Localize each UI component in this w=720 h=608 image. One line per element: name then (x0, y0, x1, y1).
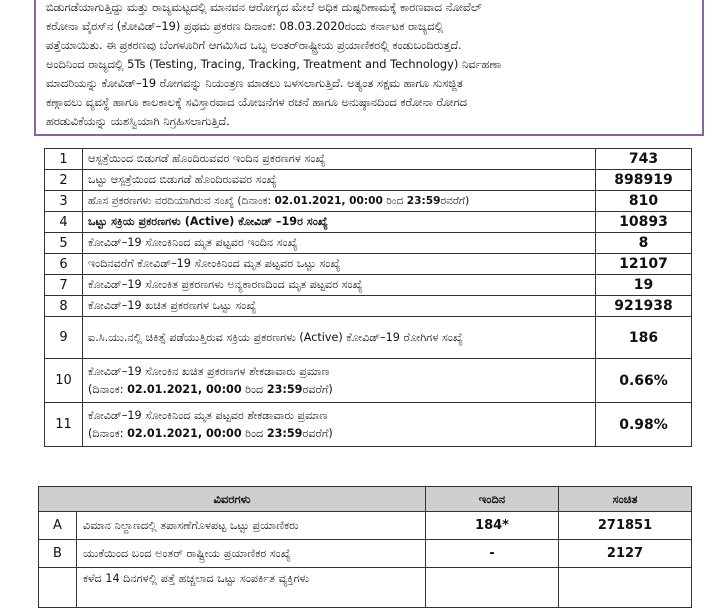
date-range-line (88, 381, 590, 399)
row-description (83, 191, 596, 212)
row-description: ಆಸ್ಪತ್ರೆಯಿಂದ ಬಿಡುಗಡೆ ಹೊಂದಿರುವವರ ಇಂದಿನ ಪ್ರಕರಣಗಳ ಸಂಖ್ಯೆ (83, 149, 596, 170)
row-number: 3 (45, 191, 83, 212)
row-description: ಕೋವಿಡ್–19 ಸೋಂಕಿತ ಪ್ರಕರಣಗಳು ಅನ್ಯಕಾರಣದಿಂದ ಮೃತ ಪಟ್ಟವರ ಸಂಖ್ಯೆ (83, 275, 596, 296)
desc-text: ಕೋವಿಡ್–19 ಸೋಂಕಿನಿಂದ ಮೃತ ಪಟ್ಟವರ ಶೇಕಡಾವಾರು ಪ್ರಮಾಣ (88, 408, 328, 422)
row-value: 898919 (596, 170, 692, 191)
row-value: 12107 (596, 254, 692, 275)
travel-table (38, 486, 692, 608)
date-range: 02.01.2021, 00:00 (274, 195, 383, 207)
row-description: ಯುಕೆಯಿಂದ ಬಂದ ಅಂತರ್ ರಾಷ್ಟ್ರೀಯ ಪ್ರಯಾಣಿಕರ ಸಂಖ್ಯೆ (77, 540, 426, 568)
row-description: ಕೋವಿಡ್–19 ಸೋಂಕಿನಿಂದ ಮೃತ ಪಟ್ಟವರ ಇಂದಿನ ಸಂಖ್ಯೆ (83, 233, 596, 254)
intro-line: ಮಾದರಿಯನ್ನು ಕೋವಿಡ್–19 ರೋಗವನ್ನು ನಿಯಂತ್ರಣ ಮಾಡಲು ಬಳಸಲಾಗುತ್ತಿದೆ. ಅತ್ಯಂತ ಸಕ್ಷಮ ಹಾಗೂ ಸುಸಜ್ಜಿತ (46, 76, 463, 90)
table-row (45, 170, 692, 191)
row-number: 11 (45, 403, 83, 447)
row-value: 921938 (596, 296, 692, 317)
row-number: 10 (45, 359, 83, 403)
intro-line: ಬಿಡುಗಡೆಯಾಗುತ್ತಿದ್ದು ಮತ್ತು ರಾಜ್ಯಮಟ್ಟದಲ್ಲಿ ಮಾನವನ ಆರೋಗ್ಯದ ಮೇಲೆ ಅಧಿಕ ದುಷ್ಪರಿಣಾಮಕ್ಕೆ ಕಾರಣವಾದ ನೋವೆಲ್ (46, 0, 482, 14)
desc-text: ರವರೆಗೆ) (302, 426, 333, 440)
table-row (39, 568, 692, 608)
table-row (45, 254, 692, 275)
row-value: 810 (596, 191, 692, 212)
desc-text: ಕೋವಿಡ್–19 ಸೋಂಕಿನ ಖಚಿತ ಪ್ರಕರಣಗಳ ಶೇಕಡಾವಾರು ಪ್ರಮಾಣ (88, 364, 330, 378)
row-description: ಕಳೆದ 14 ದಿನಗಳಲ್ಲಿ ಪತ್ತೆ ಹಚ್ಚಲಾದ ಒಟ್ಟು ಸಂಪರ್ಕಿತ ವ್ಯಕ್ತಿಗಳು (77, 568, 426, 608)
table-row (45, 149, 692, 170)
row-value: 8 (596, 233, 692, 254)
row-number: 5 (45, 233, 83, 254)
row-number: 8 (45, 296, 83, 317)
intro-box (34, 0, 704, 136)
table-row (45, 317, 692, 359)
row-label (39, 568, 77, 608)
row-number: 6 (45, 254, 83, 275)
row-value: 186 (596, 317, 692, 359)
row-number: 1 (45, 149, 83, 170)
intro-line: ಹರಡುವಿಕೆಯನ್ನು ಯಶಸ್ವಿಯಾಗಿ ನಿಗ್ರಹಿಸಲಾಗುತ್ತಿದೆ. (46, 114, 230, 128)
table-row (45, 296, 692, 317)
date-range-line (88, 425, 590, 443)
row-label: B (39, 540, 77, 568)
row-value: 10893 (596, 212, 692, 233)
row-number: 2 (45, 170, 83, 191)
end-time: 23:59 (266, 382, 303, 396)
row-number: 7 (45, 275, 83, 296)
row-today: 184* (426, 512, 559, 540)
table-row (45, 191, 692, 212)
header-row (39, 487, 692, 512)
intro-line: ಕರೋನಾ ವೈರಸ್‌ನ (ಕೋವಿಡ್–19) ಪ್ರಥಮ ಪ್ರಕರಣ ದಿನಾಂಕ: 08.03.2020ರಂದು ಕರ್ನಾಟಕ ರಾಜ್ಯದಲ್ಲಿ (46, 19, 444, 33)
desc-text: ರವರೆಗೆ) (302, 382, 333, 396)
row-description: ಒಟ್ಟು ಸಕ್ರಿಯ ಪ್ರಕರಣಗಳು (Active) ಕೋವಿಡ್ –19ರ ಸಂಖ್ಯೆ (83, 212, 596, 233)
row-description (83, 359, 596, 403)
intro-line: ಕಣ್ಗಾವಲು ವ್ಯವಸ್ಥೆ ಹಾಗೂ ಕಾಲಕಾಲಕ್ಕೆ ಸವಿಸ್ತಾರವಾದ ಯೋಜನೆಗಳ ರಚನೆ ಹಾಗೂ ಅನುಷ್ಠಾನದಿಂದ ಕರೋನಾ ರೋಗದ (46, 95, 468, 109)
row-value: 743 (596, 149, 692, 170)
header-details: ವಿವರಗಳು (39, 487, 426, 512)
desc-text: (ದಿನಾಂಕ: (88, 382, 128, 396)
desc-text: ರಿಂದ (382, 195, 407, 207)
statistics-table (44, 148, 692, 447)
header-cumulative: ಸಂಚಿತ (559, 487, 692, 512)
date-range: 02.01.2021, 00:00 (127, 426, 242, 440)
row-number: 9 (45, 317, 83, 359)
desc-text: ರವರೆಗೆ) (440, 195, 470, 207)
desc-text: ರಿಂದ (241, 426, 267, 440)
row-cumulative: 2127 (559, 540, 692, 568)
table-row (45, 275, 692, 296)
row-description: ಇಂದಿನವರೆಗೆ ಕೋವಿಡ್–19 ಸೋಂಕಿನಿಂದ ಮೃತ ಪಟ್ಟವರ ಒಟ್ಟು ಸಂಖ್ಯೆ (83, 254, 596, 275)
table-row (45, 233, 692, 254)
table-row (39, 540, 692, 568)
desc-text: (ದಿನಾಂಕ: (88, 426, 128, 440)
row-description: ಐ.ಸಿ.ಯು.ನಲ್ಲಿ ಚಿಕಿತ್ಸೆ ಪಡೆಯುತ್ತಿರುವ ಸಕ್ರಿಯ ಪ್ರಕರಣಗಳು (Active) ಕೋವಿಡ್–19 ರೋಗಿಗಳ ಸಂಖ್ಯೆ (83, 317, 596, 359)
intro-line: ಪತ್ತೆಯಾಯಿತು. ಈ ಪ್ರಕರಣವು ಬೆಂಗಳೂರಿಗೆ ಆಗಮಿಸಿದ ಒಬ್ಬ ಅಂತರ್‌ರಾಷ್ಟ್ರೀಯ ಪ್ರಯಾಣಿಕರಲ್ಲಿ ಕಂಡುಬಂದಿರುತ್ತದೆ. (46, 38, 462, 52)
end-time: 23:59 (266, 426, 303, 440)
table-row (45, 212, 692, 233)
row-description: ವಿಮಾನ ನಿಲ್ದಾಣದಲ್ಲಿ ತಪಾಸಣೆಗೊಳಪಟ್ಟ ಒಟ್ಟು ಪ್ರಯಾಣಿಕರು (77, 512, 426, 540)
table-row (45, 403, 692, 447)
desc-text: ರಿಂದ (241, 382, 267, 396)
row-cumulative: 271851 (559, 512, 692, 540)
row-description (83, 403, 596, 447)
row-number: 4 (45, 212, 83, 233)
row-today: - (426, 540, 559, 568)
table-row (39, 512, 692, 540)
desc-text: ಹೊಸ ಪ್ರಕರಣಗಳು ವರದಿಯಾಗಿರುವ ಸಂಖ್ಯೆ (ದಿನಾಂಕ: (88, 195, 275, 207)
header-today: ಇಂದಿನ (426, 487, 559, 512)
intro-line: ಅಂದಿನಿಂದ ರಾಜ್ಯದಲ್ಲಿ 5Ts (Testing, Tracing, Tracking, Treatment and Technology) ನಿರ್ವಹಣಾ (46, 57, 502, 71)
date-range: 02.01.2021, 00:00 (127, 382, 242, 396)
table-row (45, 359, 692, 403)
row-today (426, 568, 559, 608)
row-value: 19 (596, 275, 692, 296)
row-label: A (39, 512, 77, 540)
row-description: ಕೋವಿಡ್–19 ಖಚಿತ ಪ್ರಕರಣಗಳ ಒಟ್ಟು ಸಂಖ್ಯೆ (83, 296, 596, 317)
end-time: 23:59 (406, 195, 441, 207)
row-description: ಒಟ್ಟು ಆಸ್ಪತ್ರೆಯಿಂದ ಬಿಡುಗಡೆ ಹೊಂದಿರುವವರ ಸಂಖ್ಯೆ (83, 170, 596, 191)
row-cumulative (559, 568, 692, 608)
row-value: 0.98% (596, 403, 692, 447)
row-value: 0.66% (596, 359, 692, 403)
